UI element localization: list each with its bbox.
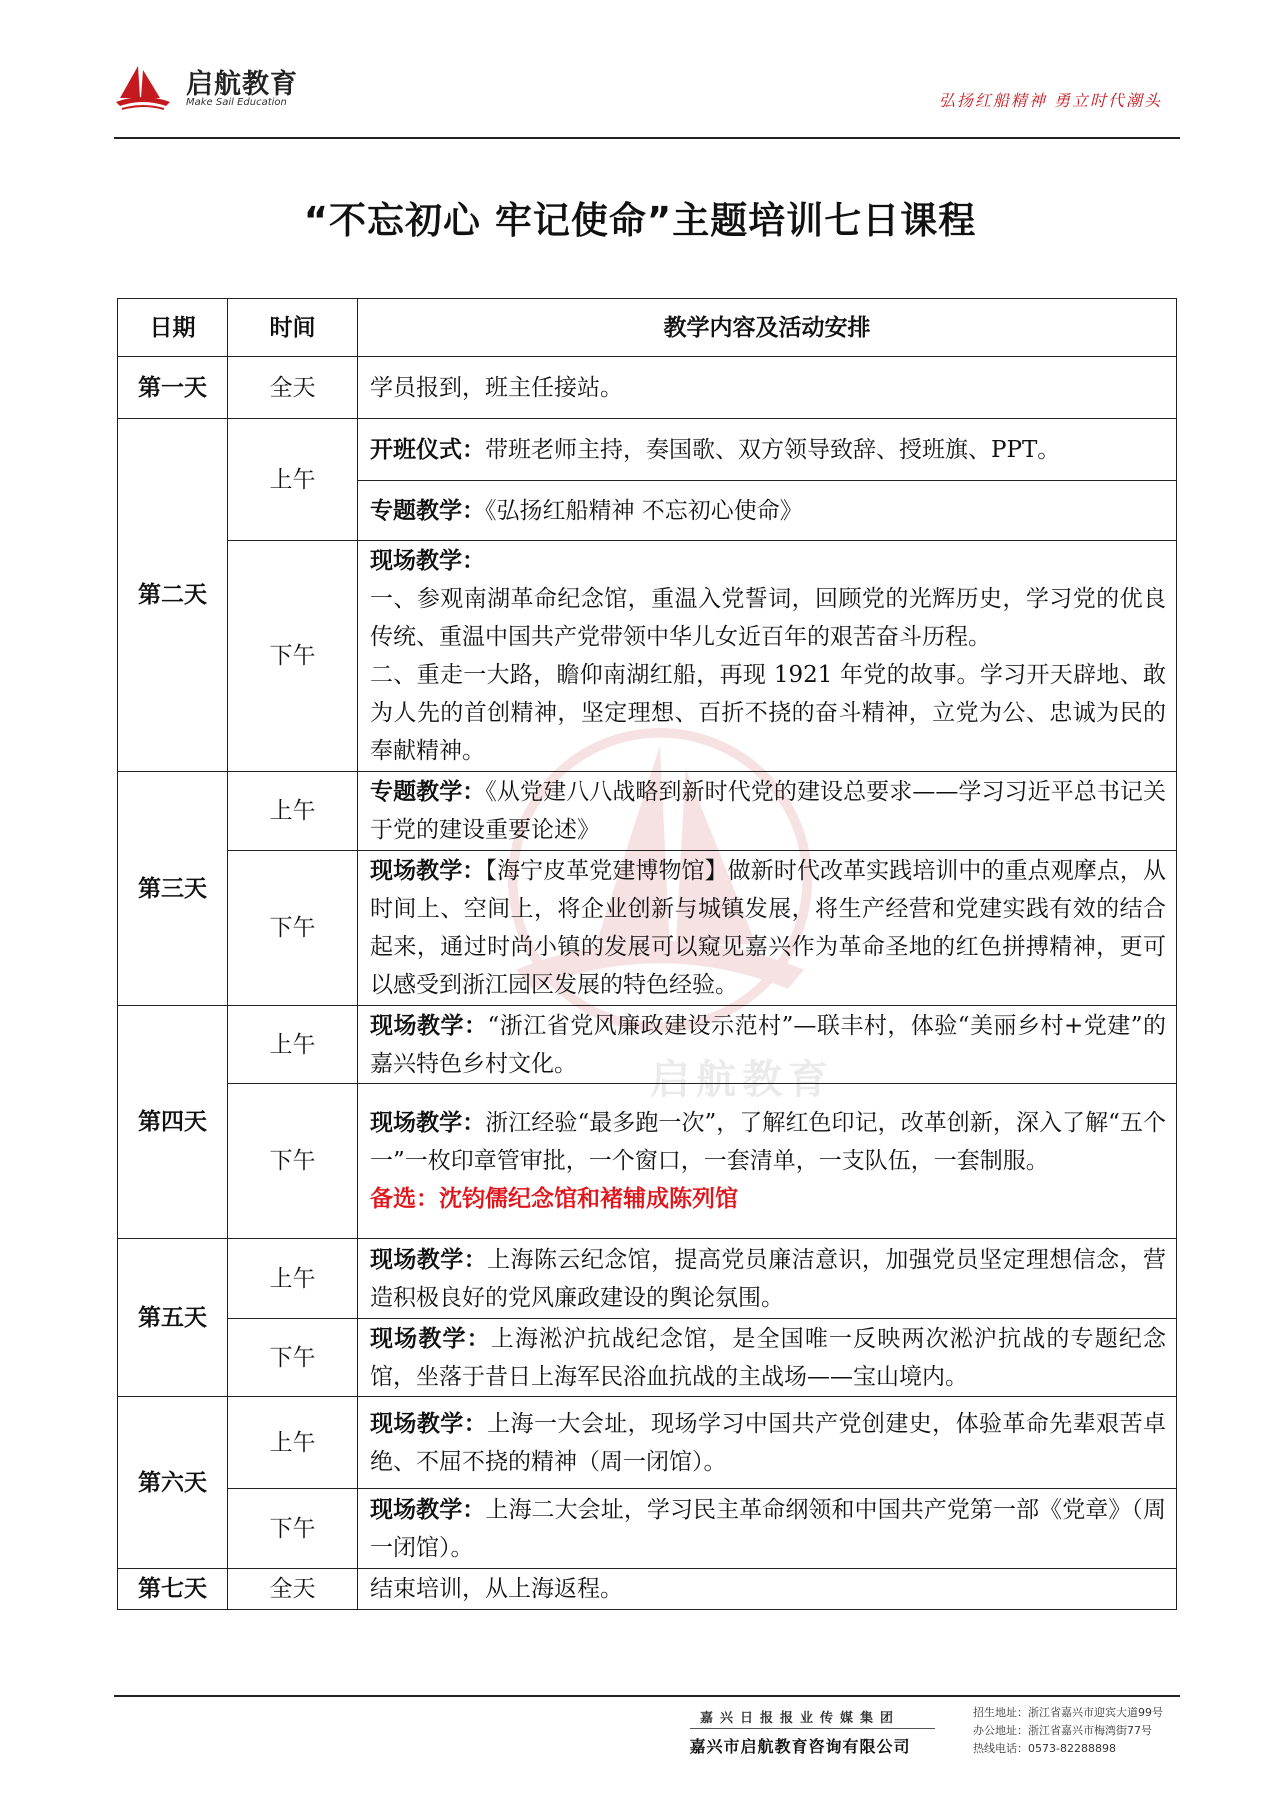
watermark-text: 启航教育	[650, 1057, 834, 1103]
content-text: 上海一大会址，现场学习中国共产党创建史，体验革命先辈艰苦卓绝、不屈不挠的精神（周一闭馆）。	[370, 1410, 1167, 1475]
logo-subtitle: Make Sail Education	[186, 97, 287, 108]
day-cell: 第六天	[118, 1397, 228, 1569]
content-text: “浙江省党风廉政建设示范村”—联丰村，体验“美丽乡村+党建”的嘉兴特色乡村文化。	[370, 1012, 1167, 1077]
footer-hotline: 热线电话：0573-82288898	[973, 1742, 1116, 1755]
content-label: 现场教学：	[370, 858, 486, 884]
footer-contact	[973, 1704, 1163, 1758]
time-cell: 上午	[228, 1397, 358, 1489]
footer-group-name: 嘉兴日报报业传媒集团	[699, 1711, 900, 1726]
table-row	[118, 851, 1177, 1006]
content-cell	[358, 419, 1177, 481]
content-cell	[358, 1489, 1177, 1569]
logo-text: 启航教育	[186, 69, 298, 100]
content-paragraph: 一、参观南湖革命纪念馆，重温入党誓词，回顾党的光辉历史，学习党的优良传统、重温中国共产党带领中华儿女近百年的艰苦奋斗历程。	[370, 586, 1166, 650]
sail-logo-icon	[114, 62, 172, 112]
day-cell: 第三天	[118, 772, 228, 1006]
content-label: 现场教学：	[370, 1246, 488, 1273]
content-label: 专题教学：	[370, 779, 486, 805]
content-text: 上海淞沪抗战纪念馆，是全国唯一反映两次淞沪抗战的专题纪念馆，坐落于昔日上海军民浴血抗战的主战场——宝山境内。	[370, 1325, 1166, 1390]
content-label: 现场教学：	[370, 1110, 486, 1136]
content-paragraph: 二、重走一大路，瞻仰南湖红船，再现 1921 年党的故事。学习开天辟地、敢为人先的首创精神，坚定理想、百折不挠的奋斗精神，立党为公、忠诚为民的奉献精神。	[370, 662, 1166, 764]
content-cell	[358, 1006, 1177, 1084]
header-divider	[114, 137, 1180, 139]
table-row	[118, 1319, 1177, 1397]
content-cell	[358, 1319, 1177, 1397]
content-text: 浙江经验“最多跑一次”，了解红色印记，改革创新，深入了解“五个一”一枚印章管审批，一个窗口，一套清单，一支队伍，一套制服。	[370, 1110, 1166, 1174]
day-cell: 第七天	[118, 1569, 228, 1610]
content-cell	[358, 481, 1177, 541]
table-row	[118, 1397, 1177, 1489]
content-cell	[358, 1239, 1177, 1319]
time-cell: 下午	[228, 1084, 358, 1239]
time-cell: 下午	[228, 541, 358, 772]
header-date: 日期	[118, 299, 228, 357]
day-cell: 第一天	[118, 357, 228, 419]
content-text: 上海陈云纪念馆，提高党员廉洁意识，加强党员坚定理想信念，营造积极良好的党风廉政建设的舆论氛围。	[370, 1246, 1167, 1311]
content-label: 专题教学：	[370, 497, 485, 524]
content-cell: 学员报到，班主任接站。	[358, 357, 1177, 419]
time-cell: 下午	[228, 851, 358, 1006]
table-row	[118, 1239, 1177, 1319]
time-cell: 下午	[228, 1319, 358, 1397]
content-cell: 结束培训，从上海返程。	[358, 1569, 1177, 1610]
content-text: 带班老师主持，奏国歌、双方领导致辞、授班旗、PPT。	[485, 436, 1061, 463]
page-header	[114, 50, 1180, 134]
content-cell	[358, 1397, 1177, 1489]
day-cell: 第二天	[118, 419, 228, 772]
time-cell: 上午	[228, 772, 358, 851]
content-text: 《从党建八八战略到新时代党的建设总要求——学习习近平总书记关于党的建设重要论述》	[370, 779, 1167, 843]
footer-company-name: 嘉兴市启航教育咨询有限公司	[689, 1737, 911, 1756]
time-cell: 全天	[228, 1569, 358, 1610]
table-header-row	[118, 299, 1177, 357]
header-slogan: 弘扬红船精神 勇立时代潮头	[938, 91, 1162, 110]
content-label: 现场教学：	[370, 1012, 488, 1039]
table-row	[118, 1569, 1177, 1610]
table-row	[118, 772, 1177, 851]
content-cell	[358, 1084, 1177, 1239]
footer-separator	[690, 1728, 935, 1729]
content-label: 现场教学：	[370, 1325, 491, 1352]
page-title: “不忘初心 牢记使命”主题培训七日课程	[303, 199, 977, 242]
content-text: 《弘扬红船精神 不忘初心使命》	[485, 497, 803, 524]
content-cell	[358, 541, 1177, 772]
table-row	[118, 357, 1177, 419]
time-cell: 全天	[228, 357, 358, 419]
content-text: 【海宁皮革党建博物馆】做新时代改革实践培训中的重点观摩点，从时间上、空间上，将企业创新与城镇发展，将生产经营和党建实践有效的结合起来，通过时尚小镇的发展可以窥见嘉兴作为革命圣地的红色拼搏精神，更可以感受到浙江园区发展的特色经验。	[370, 858, 1167, 998]
content-label: 现场教学：	[370, 548, 485, 574]
content-label: 开班仪式：	[370, 436, 485, 463]
content-label: 现场教学：	[370, 1496, 486, 1523]
header-time: 时间	[228, 299, 358, 357]
content-cell	[358, 851, 1177, 1006]
day-cell: 第四天	[118, 1006, 228, 1239]
schedule-table	[117, 298, 1177, 1610]
content-text: 上海二大会址，学习民主革命纲领和中国共产党第一部《党章》（周一闭馆）。	[370, 1496, 1167, 1561]
table-row	[118, 1006, 1177, 1084]
time-cell: 下午	[228, 1489, 358, 1569]
footer-address-2: 办公地址：浙江省嘉兴市梅湾街77号	[973, 1724, 1152, 1737]
day-cell: 第五天	[118, 1239, 228, 1397]
table-row	[118, 419, 1177, 481]
content-label: 现场教学：	[370, 1410, 488, 1437]
time-cell: 上午	[228, 419, 358, 541]
footer-divider	[114, 1695, 1180, 1697]
content-cell	[358, 772, 1177, 851]
alternative-note: 备选：沈钧儒纪念馆和褚辅成陈列馆	[370, 1186, 738, 1212]
table-row	[118, 1489, 1177, 1569]
table-row	[118, 1084, 1177, 1239]
table-row	[118, 541, 1177, 772]
footer-address-1: 招生地址：浙江省嘉兴市迎宾大道99号	[973, 1706, 1163, 1719]
header-content: 教学内容及活动安排	[358, 299, 1177, 357]
time-cell: 上午	[228, 1239, 358, 1319]
time-cell: 上午	[228, 1006, 358, 1084]
